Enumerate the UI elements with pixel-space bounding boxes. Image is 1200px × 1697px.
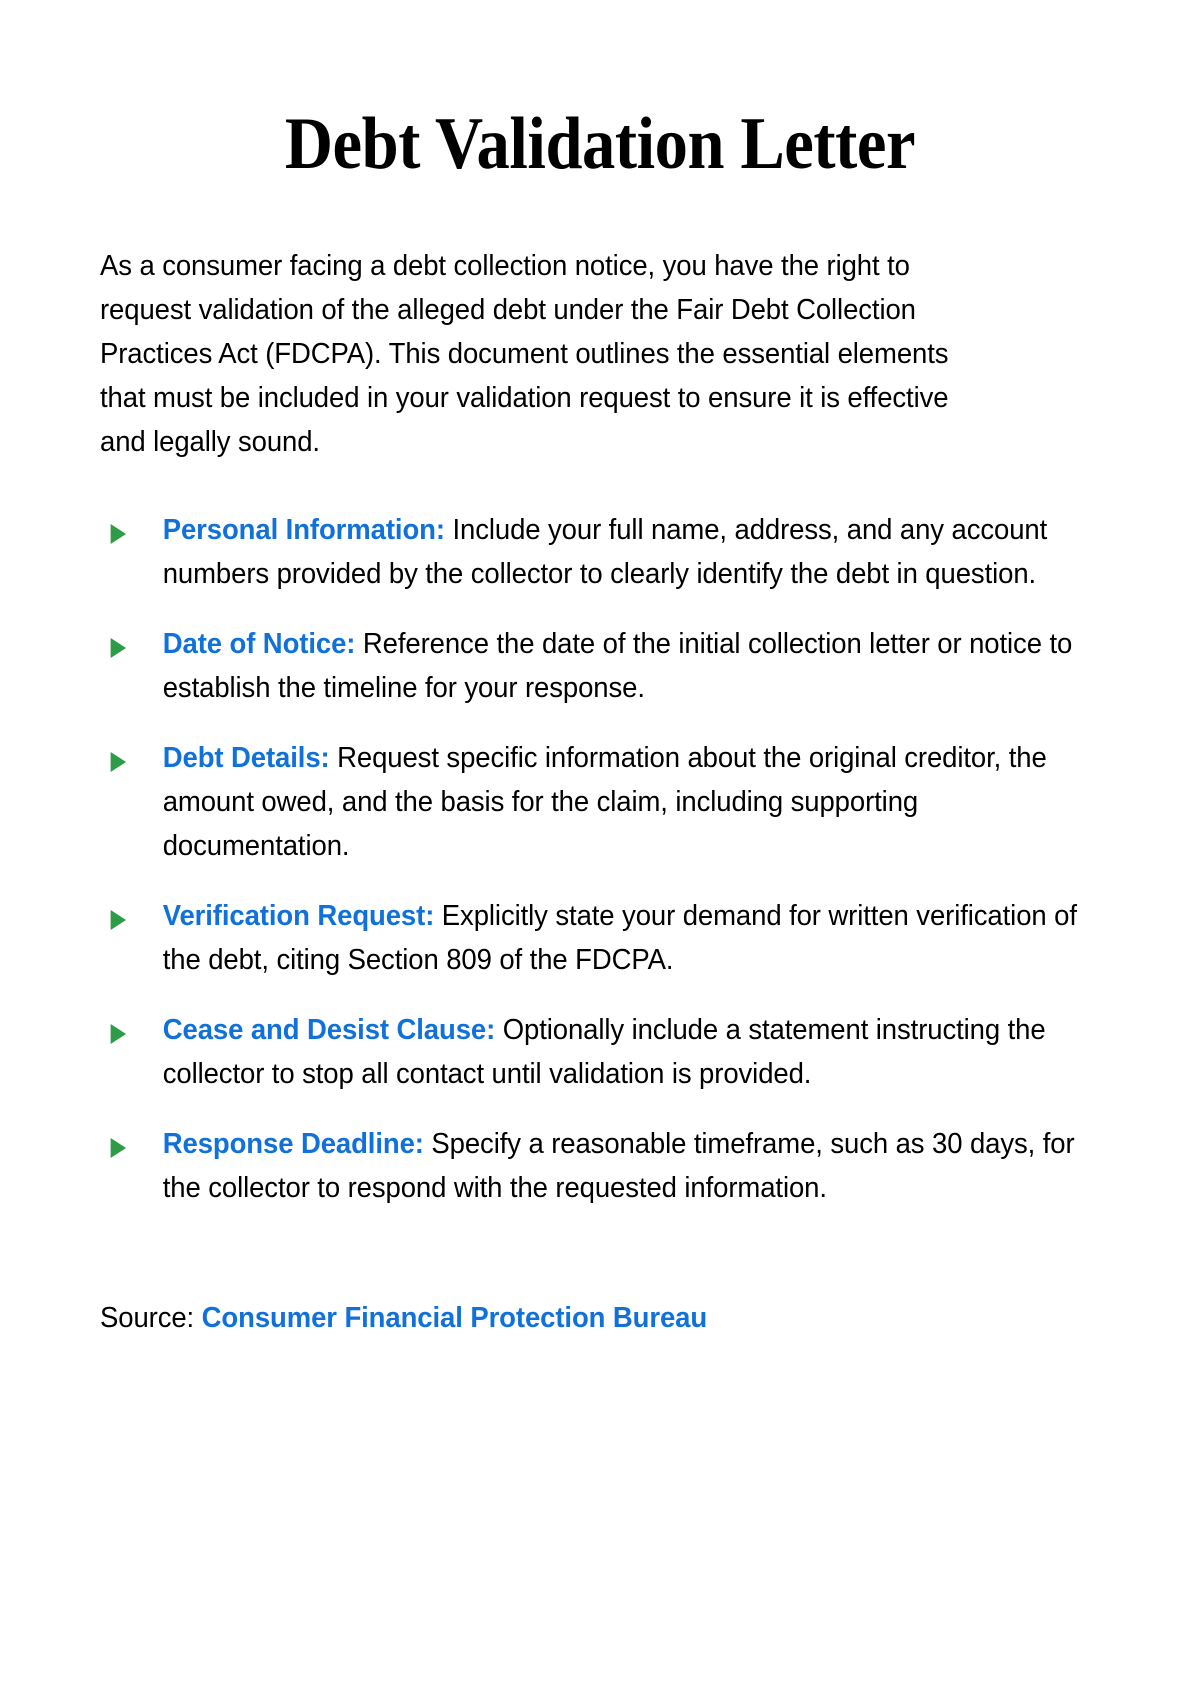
- list-item-label: Response Deadline:: [162, 1127, 424, 1160]
- list-item-label: Cease and Desist Clause:: [162, 1013, 496, 1046]
- green-triangle-bullet-icon: [111, 1138, 126, 1158]
- list-item-label: Verification Request:: [162, 899, 435, 932]
- list-item-text: Reference the date of the initial collection letter or notice to establish the timeline for your response.: [162, 627, 1073, 704]
- requirements-list: [100, 464, 1100, 1210]
- green-triangle-bullet-icon: [111, 752, 126, 772]
- list-item: [100, 894, 1089, 982]
- intro-paragraph: As a consumer facing a debt collection notice, you have the right to request validation of the alleged debt under the Fair Debt Collection Practices Act (FDCPA). This document outlines the essential elements that must be included in your validation request to ensure it is effective and legally sound.: [100, 249, 949, 458]
- green-triangle-bullet-icon: [111, 524, 126, 544]
- list-item: [100, 1008, 1089, 1096]
- list-item: [100, 508, 1089, 596]
- green-triangle-bullet-icon: [111, 638, 126, 658]
- green-triangle-bullet-icon: [111, 1024, 126, 1044]
- source-link[interactable]: Consumer Financial Protection Bureau: [201, 1301, 708, 1334]
- green-triangle-bullet-icon: [111, 910, 126, 930]
- list-item: [100, 736, 1089, 868]
- list-item-text: Include your full name, address, and any account numbers provided by the collector to clearly identify the debt in question.: [162, 513, 1048, 590]
- list-item-text: Request specific information about the original creditor, the amount owed, and the basis for the claim, including supporting documentation.: [162, 741, 1047, 862]
- list-item-text: Optionally include a statement instructing the collector to stop all contact until validation is provided.: [162, 1013, 1046, 1090]
- list-item: [100, 1122, 1089, 1210]
- list-item-label: Debt Details:: [162, 741, 330, 774]
- list-item-label: Date of Notice:: [162, 627, 356, 660]
- list-item-text: Specify a reasonable timeframe, such as 30 days, for the collector to respond with the requested information.: [162, 1127, 1075, 1204]
- list-item-label: Personal Information:: [162, 513, 445, 546]
- page-title: Debt Validation Letter: [284, 103, 916, 185]
- source-prefix: Source:: [100, 1301, 202, 1334]
- list-item: [100, 622, 1089, 710]
- list-item-text: Explicitly state your demand for written verification of the debt, citing Section 809 of the FDCPA.: [162, 899, 1077, 976]
- source-attribution: [100, 1236, 1065, 1338]
